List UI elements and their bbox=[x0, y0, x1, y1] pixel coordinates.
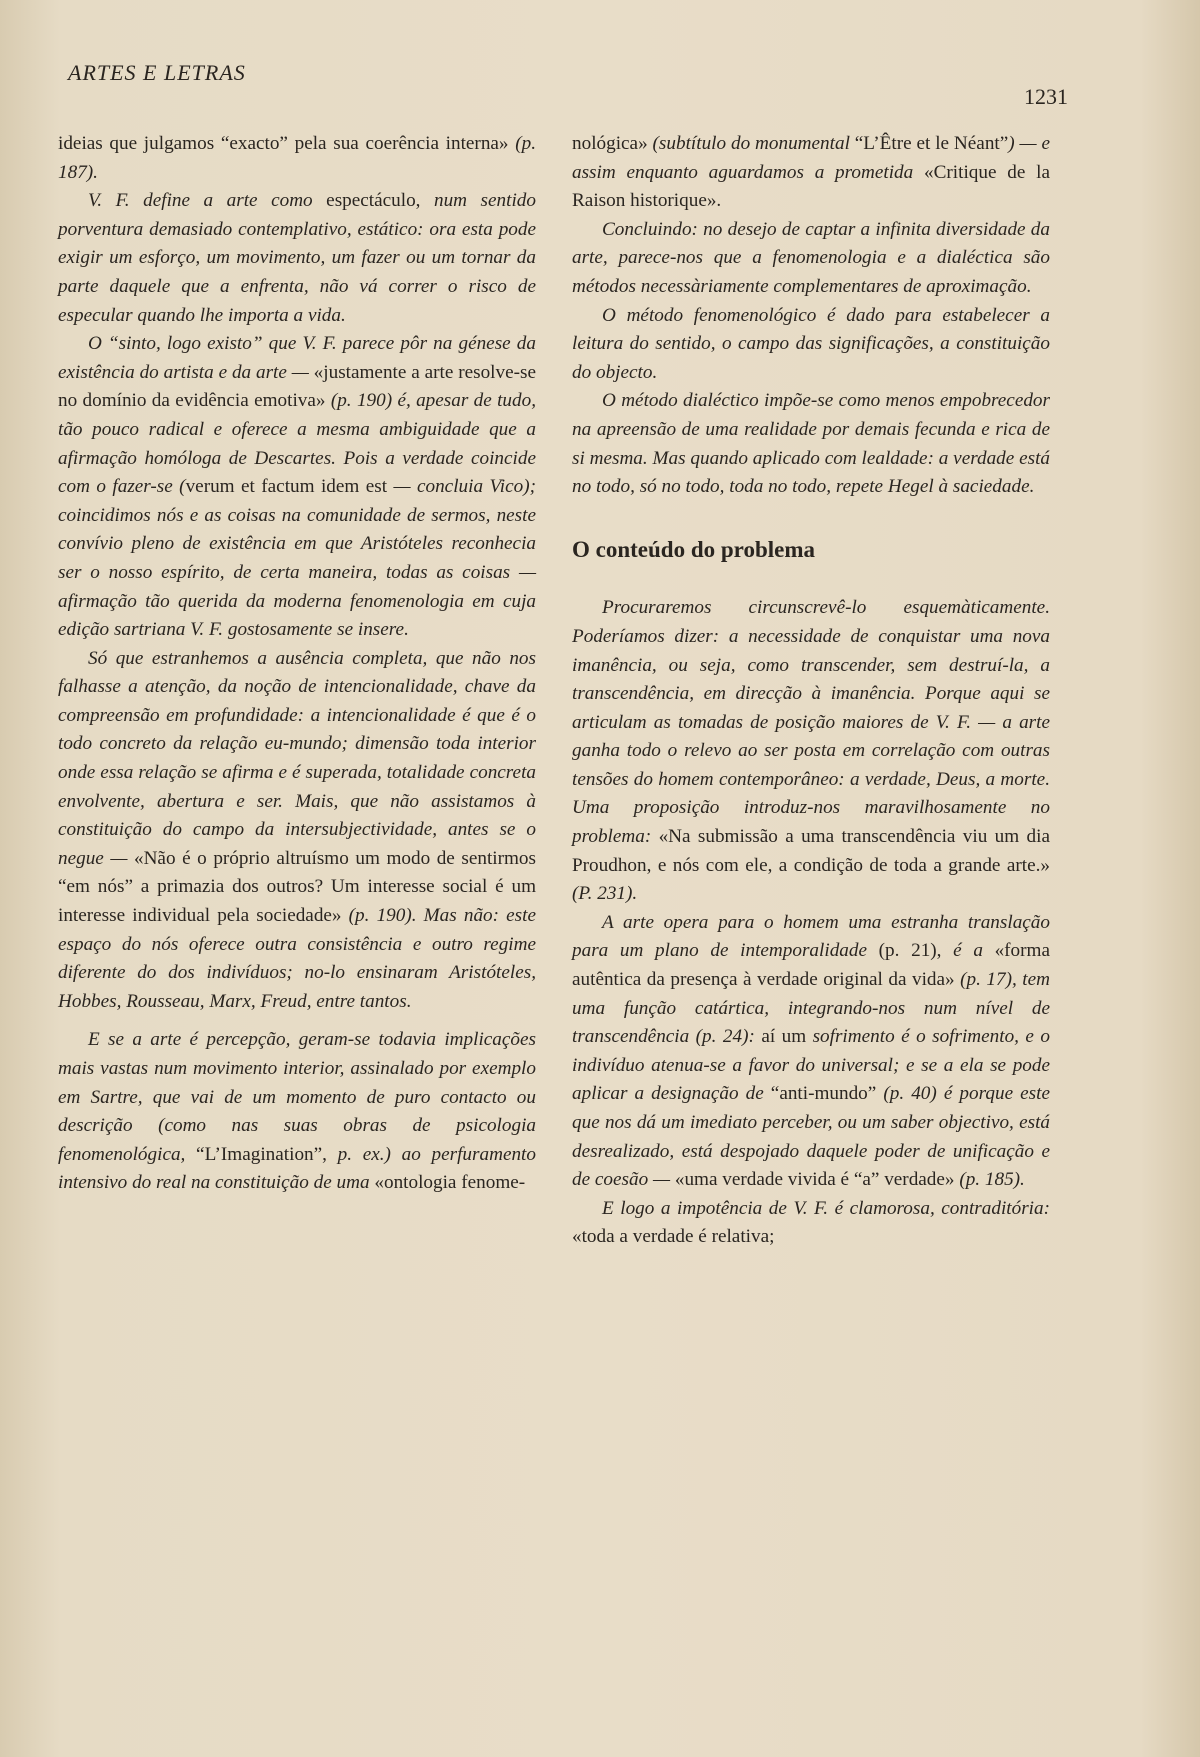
roman-run: «justamente a arte resolve-se no domínio da evidência emotiva» bbox=[58, 361, 537, 412]
italic-run: O método dialéctico impõe-se como menos empobrecedor na apreensão de uma realidade por demais fecunda e rica de si mesma. Mas quando aplicado com lealdade: a verdade está no todo, só no todo, toda no todo, repete Hegel à saciedade. bbox=[572, 390, 1050, 498]
right-column bbox=[572, 130, 1050, 1252]
roman-run: “L’Être et le Néant” bbox=[854, 133, 1009, 154]
italic-run: O “sinto, logo existo” que V. F. parece pôr na génese da existência do artista e da arte — bbox=[58, 333, 536, 383]
paragraph bbox=[58, 1026, 536, 1198]
paragraph bbox=[572, 130, 1050, 216]
italic-run: (p. 17), tem uma função catártica, integrando-nos num nível de transcendência (p. 24): bbox=[572, 969, 1051, 1048]
roman-run: “anti-mundo” bbox=[770, 1083, 884, 1105]
paragraph bbox=[572, 909, 1050, 1195]
roman-run: nológica» bbox=[572, 133, 653, 154]
paragraph bbox=[572, 387, 1050, 501]
paragraph bbox=[572, 216, 1050, 302]
italic-run: ) — e assim enquanto aguardamos a prometida bbox=[572, 133, 1050, 183]
roman-run: «Na submissão a uma transcendência viu um dia Proudhon, e nós com ele, a condição de toda a grande arte.» bbox=[572, 826, 1050, 876]
italic-run: num sentido porventura demasiado contemplativo, estático: ora esta pode exigir um esforço, um movimento, um fazer ou um tornar da parte daquele que a enfrenta, não vá correr o risco de especular quando lhe importa a vida. bbox=[58, 190, 536, 326]
roman-run: «ontologia fenome- bbox=[374, 1172, 526, 1194]
italic-run: (p. 190) é, apesar de tudo, tão pouco radical e oferece a mesma ambiguidade que a afirmação homóloga de Descartes. Pois a verdade coincide com o fazer-se ( bbox=[58, 390, 536, 498]
italic-run: (p. 40) é porque este que nos dá um imediato perceber, ou um saber objectivo, está desrealizado, está despojado daquele poder de unificação e de coesão — bbox=[572, 1083, 1050, 1191]
italic-run: (p. 187). bbox=[58, 133, 536, 183]
roman-run: «uma verdade vivida é “a” verdade» bbox=[674, 1169, 960, 1191]
paragraph bbox=[572, 302, 1050, 388]
left-column bbox=[58, 130, 536, 1198]
roman-run: espectáculo, bbox=[326, 190, 434, 212]
italic-run: Procuraremos circunscrevê-lo esquemàticamente. Poderíamos dizer: a necessidade de conquistar uma nova imanência, ou seja, como transcender, sem destruí-la, a transcendência, em direcção à imanência. Porque aqui se articulam as tomadas de posição maiores de V. F. — a arte ganha todo o relevo ao ser posta em correlação com outras tensões do homem contemporâneo: a verdade, Deus, a morte. Uma proposição introduz-nos maravilhosamente no problema: bbox=[572, 597, 1050, 848]
italic-run: A arte opera para o homem uma estranha translação para um plano de intemporalidade bbox=[572, 911, 1050, 962]
italic-run: E se a arte é percepção, geram-se todavia implicações mais vastas num movimento interior, assinalado por exemplo em Sartre, que vai de um momento de puro contacto ou descrição (como nas suas obras de psicologia fenomenológica, bbox=[58, 1029, 536, 1165]
italic-run: O método fenomenológico é dado para estabelecer a leitura do sentido, o campo das significações, a constituição do objecto. bbox=[572, 304, 1050, 383]
italic-run: (p. 185). bbox=[959, 1169, 1025, 1191]
italic-run: é a bbox=[953, 940, 995, 962]
italic-run: sofrimento é o sofrimento, e o indivíduo atenua-se a favor do universal; e se a ela se pode aplicar a designação de bbox=[572, 1026, 1050, 1105]
paragraph bbox=[58, 130, 536, 187]
italic-run: (p. 190). Mas não: este espaço do nós oferece outra consistência e outro regime diferente do dos indivíduos; no-lo ensinaram Aristóteles, Hobbes, Rousseau, Marx, Freud, entre tantos. bbox=[58, 905, 536, 1012]
paragraph bbox=[572, 1195, 1050, 1252]
roman-run: aí um bbox=[761, 1026, 813, 1048]
italic-run: V. F. define a arte como bbox=[88, 190, 327, 212]
paragraph bbox=[58, 330, 536, 645]
roman-run: «Critique de la Raison historique». bbox=[572, 161, 1051, 212]
roman-run: verum et factum idem est bbox=[185, 476, 388, 498]
running-head: ARTES E LETRAS bbox=[68, 60, 246, 85]
italic-run: (P. 231). bbox=[572, 883, 638, 905]
italic-run: Concluindo: no desejo de captar a infinita diversidade da arte, parece-nos que a fenomenologia e a dialéctica são métodos necessàriamente complementares de aproximação. bbox=[572, 218, 1050, 297]
roman-run: «forma autêntica da presença à verdade original da vida» bbox=[572, 940, 1050, 991]
italic-run: p. ex.) ao perfuramento intensivo do real na constituição de uma bbox=[58, 1143, 536, 1194]
roman-run: «toda a verdade é relativa; bbox=[572, 1226, 775, 1248]
page-number: 1231 bbox=[1024, 84, 1068, 109]
paragraph bbox=[58, 187, 536, 330]
roman-run: “L’Imagination”, bbox=[196, 1143, 338, 1165]
roman-run: «Não é o próprio altruísmo um modo de sentirmos “em nós” a primazia dos outros? Um interesse social é um interesse individual pela sociedade» bbox=[58, 847, 536, 927]
roman-run: ideias que julgamos “exacto” pela sua coerência interna» bbox=[58, 133, 516, 154]
italic-run: (subtítulo do monumental bbox=[652, 133, 855, 154]
roman-run: (p. 21), bbox=[878, 940, 954, 962]
italic-run: E logo a impotência de V. F. é clamorosa, contraditória: bbox=[602, 1197, 1050, 1219]
paragraph bbox=[58, 645, 536, 1017]
section-heading: O conteúdo do problema bbox=[572, 536, 816, 562]
italic-run: — concluia Vico); coincidimos nós e as coisas na comunidade de sermos, neste convívio pleno de existência em que Aristóteles reconhecia ser o nosso espírito, de certa maneira, todas as coisas — afirmação tão querida da moderna fenomenologia em cuja edição sartriana V. F. gostosamente se insere. bbox=[58, 476, 536, 641]
italic-run: Só que estranhemos a ausência completa, que não nos falhasse a atenção, da noção de intencionalidade, chave da compreensão em profundidade: a intencionalidade é que é o todo concreto da relação eu-mundo; dimensão toda interior onde essa relação se afirma e é superada, totalidade concreta envolvente, abertura e ser. Mais, que não assistamos à constituição do campo da intersubjectividade, antes se o negue — bbox=[58, 647, 536, 869]
paragraph bbox=[572, 594, 1050, 909]
